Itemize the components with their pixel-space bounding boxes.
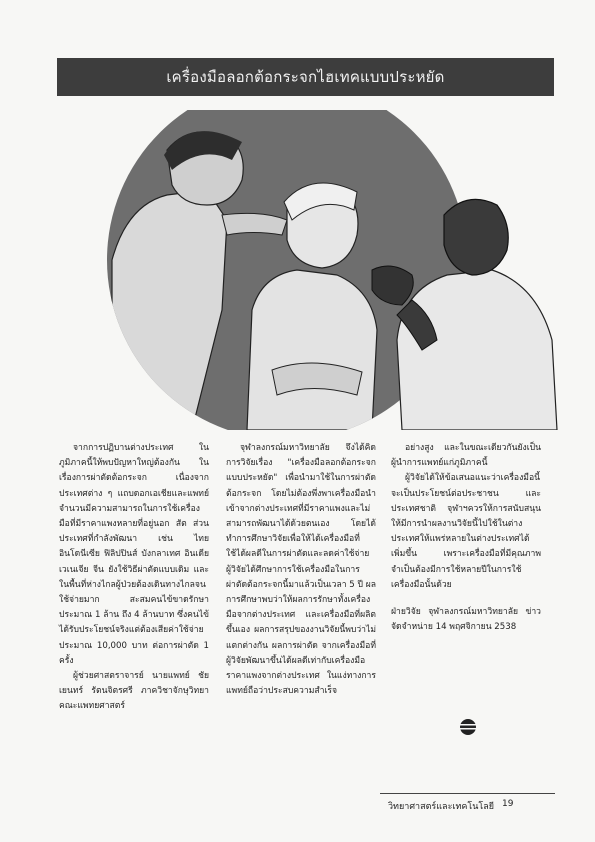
article-credit: ฝ่ายวิจัย จุฬาลงกรณ์มหาวิทยาลัย ข่าวจัดจำหน่าย 14 พฤศจิกายน 2538 (391, 607, 541, 633)
publication-name: วิทยาศาสตร์และเทคโนโลยี (388, 802, 495, 812)
article-column-3 (391, 441, 541, 635)
footer-divider (380, 793, 555, 794)
paragraph: จุฬาลงกรณ์มหาวิทยาลัย จึงได้คิดการวิจัยเรื่อง "เครื่องมือลอกต้อกระจกแบบประหยัด" เพื่อนำมาใช้ในการผ่าตัดต้อกระจก โดยไม่ต้องพึ่งพาเครื่องมือนำเข้าจากต่างประเทศที่มีราคาแพงและไม่สามารถพัฒนาได้ด้วยตนเอง โดยได้ทำการศึกษาวิจัยเพื่อให้ได้เครื่องมือที่ใช้ได้ผลดีในการผ่าตัดและลดค่าใช้จ่าย ผู้วิจัยได้ศึกษาการใช้เครื่องมือในการผ่าตัดต้อกระจกนี้มาแล้วเป็นเวลา 5 ปี ผลการศึกษาพบว่าให้ผลการรักษาทั้งเครื่องมือจากต่างประเทศ และเครื่องมือที่ผลิตขึ้นเอง ผลการสรุปของงานวิจัยนี้พบว่าไม่แตกต่างกัน ผลการผ่าตัด จากเครื่องมือที่ผู้วิจัยพัฒนาขึ้นได้ผลดีเท่ากับเครื่องมือราคาแพงจากต่างประเทศ ในแง่ทางการแพทย์ถือว่าประสบความสำเร็จ (226, 443, 376, 697)
paragraph: ผู้วิจัยได้ให้ข้อเสนอแนะว่าเครื่องมือนี้จะเป็นประโยชน์ต่อประชาชน และประเทศชาติ จุฬาฯควรให้การสนับสนุนให้มีการนำผลงานวิจัยนี้ไปใช้ในต่างประเทศให้แพร่หลายในต่างประเทศได้เพิ่มขึ้น เพราะเครื่องมือที่มีคุณภาพ จำเป็นต้องมีการใช้หลายปีในการใช้เครื่องมือนั้นด้วย (391, 473, 541, 590)
paragraph: จากการปฏิบานต่างประเทศ ในภูมิภาคนี้ให้พบปัญหาใหญ่ต้องกัน ในเรื่องการผ่าตัดต้อกระจก เนื่องจากประเทศต่าง ๆ แถบดอกเอเชียและแพทย์จำนวนมีความสามารถในการใช้เครื่องมือที่มีราคาแพงหลายที่อยู่นอก สัต ส่วนประเทศที่กำลังพัฒนา เช่น ไทย อินโดนีเซีย ฟิลิปปินส์ บังกลาเทศ อินเดีย เวเนเจีย จีน ยังใช้วิธีผ่าตัดแบบเดิม และในพื้นที่ห่างไกลผู้ป่วยต้องเดินทางไกลจนใช้จ่ายมาก สะสมคนไข้ขาดรักษา ประมาณ 1 ล้าน ถึง 4 ล้านบาท ซึ่งคนไข้ได้รับประโยชน์จริงแต่ต้องเสียค่าใช้จ่ายประมาณ 10,000 บาท ต่อการผ่าตัด 1 ครั้ง (59, 443, 209, 666)
article-column-2 (226, 441, 376, 699)
paragraph: อย่างสูง และในขณะเดียวกันยังเป็นผู้นำการแพทย์แก่ภูมิภาคนี้ (391, 443, 541, 469)
page-footer (388, 799, 514, 813)
publication-logo-icon (456, 717, 484, 737)
article-title: เครื่องมือลอกต้อกระจกไฮเทคแบบประหยัด (166, 68, 445, 86)
eye-examination-illustration (72, 110, 562, 430)
paragraph: ผู้ช่วยศาสตราจารย์ นายแพทย์ ชัยเยนทร์ รัตนจิตรศรี ภาควิชาจักษุวิทยา คณะแพทยศาสตร์ (59, 671, 209, 712)
article-title-banner (57, 58, 554, 96)
article-column-1 (59, 441, 209, 715)
page-number: 19 (502, 799, 514, 809)
